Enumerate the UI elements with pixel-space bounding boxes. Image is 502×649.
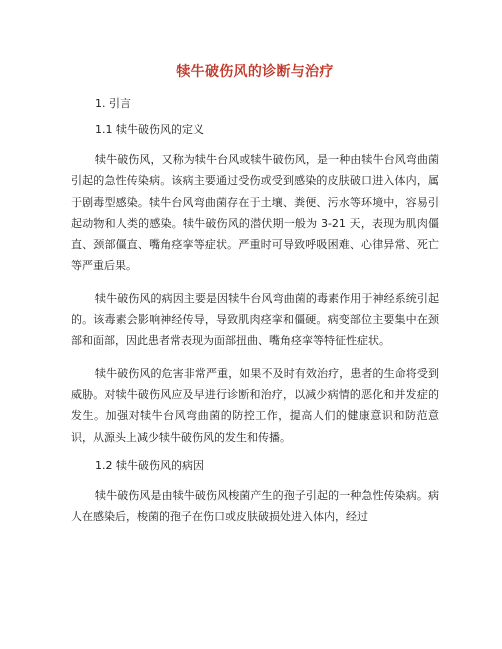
paragraph-cause: 犊牛破伤风是由犊牛破伤风梭菌产生的孢子引起的一种急性传染病。病人在感染后，梭菌的孢子在伤口或皮肤破损处进入体内，经过: [71, 488, 439, 524]
paragraph-harm: 犊牛破伤风的危害非常严重，如果不及时有效治疗，患者的生命将受到威胁。对犊牛破伤风应及早进行诊断和治疗，以减少病情的恶化和并发症的发生。加强对犊牛台风弯曲菌的防控工作，提高人们的健康意识和防范意识，从源头上减少犊牛破伤风的发生和传播。: [71, 366, 439, 444]
subsection-heading-definition: 1.1 犊牛破伤风的定义: [95, 123, 204, 136]
subsection-heading-cause: 1.2 犊牛破伤风的病因: [95, 458, 204, 472]
section-heading-introduction: 1. 引言: [95, 97, 131, 110]
paragraph-pathogenesis: 犊牛破伤风的病因主要是因犊牛台风弯曲菌的毒素作用于神经系统引起的。该毒素会影响神经传导，导致肌肉痉挛和僵硬。病变部位主要集中在颈部和面部，因此患者常表现为面部扭曲、嘴角痉挛等特征性症状。: [71, 291, 439, 348]
paragraph-definition: 犊牛破伤风，又称为犊牛台风或犊牛破伤风，是一种由犊牛台风弯曲菌引起的急性传染病。该病主要通过受伤或受到感染的皮肤破口进入体内，属于剧毒型感染。犊牛台风弯曲菌存在于土壤、粪便、污水等环境中，容易引起动物和人类的感染。犊牛破伤风的潜伏期一般为 3-21 天，表现为肌肉僵直、颈部僵直、嘴角痉挛等症状。严重时可导致呼吸困难、心律异常、死亡等严重后果。: [71, 153, 439, 273]
document-title: 犊牛破伤风的诊断与治疗: [176, 64, 334, 80]
